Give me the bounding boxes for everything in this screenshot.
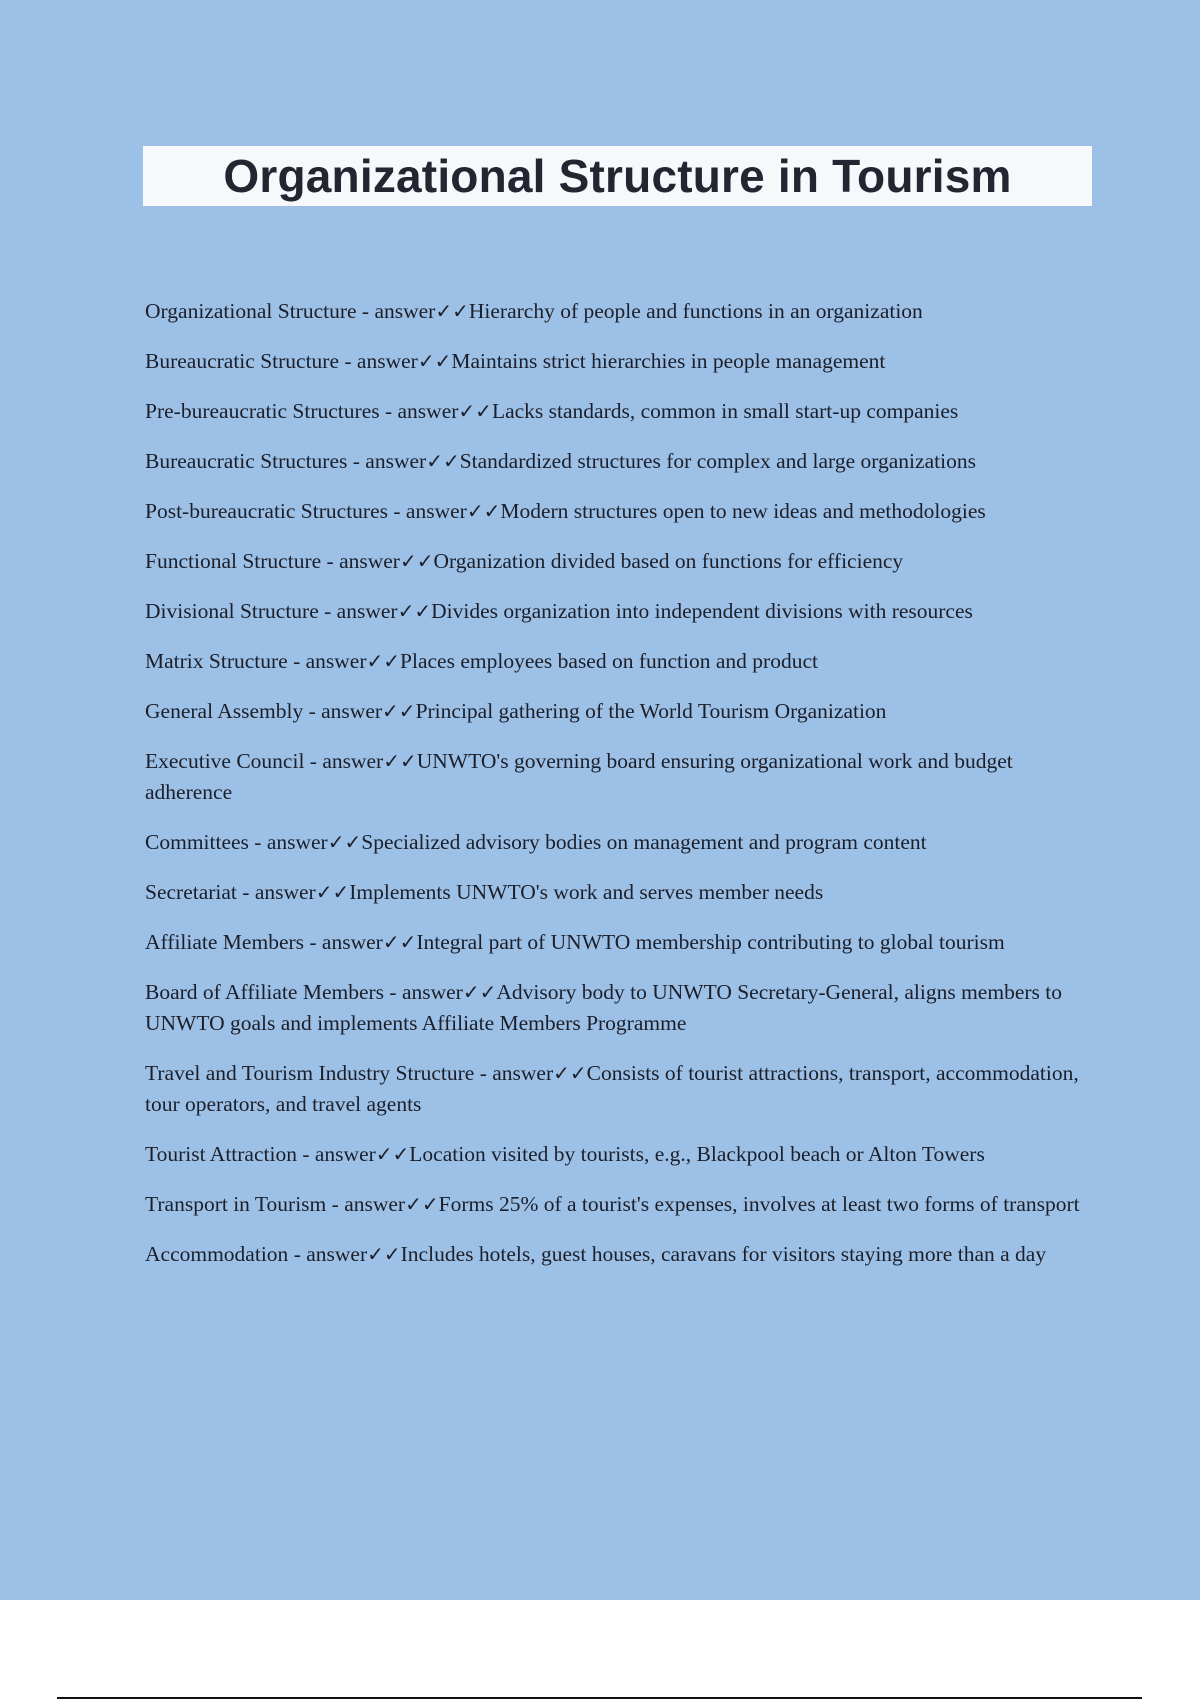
check-mark-icon: ✓✓ <box>553 1061 587 1085</box>
entry-term: Bureaucratic Structures <box>145 449 348 473</box>
flashcard-list <box>145 296 1085 1289</box>
flashcard-entry <box>145 977 1085 1039</box>
flashcard-entry <box>145 696 1085 727</box>
entry-separator: - answer <box>388 499 467 523</box>
entry-separator: - answer <box>347 449 427 473</box>
flashcard-entry <box>145 1189 1085 1220</box>
entry-definition: Places employees based on function and product <box>400 649 818 673</box>
entry-definition: Maintains strict hierarchies in people management <box>451 349 886 373</box>
check-mark-icon: ✓✓ <box>315 880 350 904</box>
flashcard-entry <box>145 746 1085 808</box>
check-mark-icon: ✓✓ <box>383 749 417 773</box>
entry-separator: - answer <box>474 1061 554 1085</box>
check-mark-icon: ✓✓ <box>327 830 362 854</box>
entry-term: Pre-bureaucratic Structures <box>145 399 380 423</box>
entry-term: Affiliate Members <box>145 930 305 954</box>
entry-separator: - answer <box>296 1142 376 1166</box>
entry-definition: UNWTO's governing board ensuring organizational work and budget adherence <box>145 749 1013 804</box>
check-mark-icon: ✓✓ <box>466 499 501 523</box>
entry-definition: Implements UNWTO's work and serves member needs <box>349 880 824 904</box>
entry-definition: Divides organization into independent divisions with resources <box>431 599 973 623</box>
title-banner <box>143 146 1092 206</box>
entry-definition: Advisory body to UNWTO Secretary-General, aligns members to UNWTO goals and implements Affiliate Members Programme <box>145 980 1062 1035</box>
check-mark-icon: ✓✓ <box>435 299 469 323</box>
entry-separator: - answer <box>304 749 384 773</box>
entry-separator: - answer <box>321 549 400 573</box>
entry-separator: - answer <box>236 880 316 904</box>
check-mark-icon: ✓✓ <box>458 399 492 423</box>
entry-definition: Integral part of UNWTO membership contributing to global tourism <box>416 930 1005 954</box>
entry-separator: - answer <box>339 349 418 373</box>
entry-separator: - answer <box>356 299 436 323</box>
check-mark-icon: ✓✓ <box>397 599 432 623</box>
entry-definition: Lacks standards, common in small start-up companies <box>491 399 959 423</box>
entry-separator: - answer <box>288 1242 368 1266</box>
entry-definition: Forms 25% of a tourist's expenses, involves at least two forms of transport <box>438 1192 1080 1216</box>
entry-term: Post-bureaucratic Structures <box>145 499 388 523</box>
entry-term: Divisional Structure <box>145 599 319 623</box>
flashcard-entry <box>145 596 1085 627</box>
entry-term: General Assembly <box>145 699 304 723</box>
entry-separator: - answer <box>303 699 383 723</box>
entry-term: Organizational Structure <box>145 299 357 323</box>
flashcard-entry <box>145 1239 1085 1270</box>
check-mark-icon: ✓✓ <box>399 549 434 573</box>
flashcard-entry <box>145 927 1085 958</box>
check-mark-icon: ✓✓ <box>462 980 497 1004</box>
entry-separator: - answer <box>326 1192 406 1216</box>
entry-definition: Consists of tourist attractions, transport, accommodation, tour operators, and travel agents <box>145 1061 1079 1116</box>
flashcard-entry <box>145 446 1085 477</box>
entry-term: Executive Council <box>145 749 305 773</box>
flashcard-entry <box>145 827 1085 858</box>
entry-term: Transport in Tourism <box>145 1192 327 1216</box>
entry-term: Travel and Tourism Industry Structure <box>145 1061 475 1085</box>
check-mark-icon: ✓✓ <box>375 1142 410 1166</box>
flashcard-entry <box>145 396 1085 427</box>
entry-term: Matrix Structure <box>145 649 288 673</box>
check-mark-icon: ✓✓ <box>382 930 417 954</box>
entry-definition: Hierarchy of people and functions in an organization <box>468 299 923 323</box>
entry-term: Accommodation <box>145 1242 289 1266</box>
entry-term: Tourist Attraction <box>145 1142 297 1166</box>
flashcard-entry <box>145 1139 1085 1170</box>
entry-term: Functional Structure <box>145 549 322 573</box>
footer-divider <box>57 1697 1142 1699</box>
entry-separator: - answer <box>379 399 459 423</box>
entry-term: Committees <box>145 830 249 854</box>
check-mark-icon: ✓✓ <box>417 349 452 373</box>
entry-separator: - answer <box>287 649 367 673</box>
flashcard-entry <box>145 496 1085 527</box>
page-title: Organizational Structure in Tourism <box>223 150 1012 202</box>
check-mark-icon: ✓✓ <box>367 1242 401 1266</box>
entry-separator: - answer <box>304 930 383 954</box>
entry-separator: - answer <box>318 599 398 623</box>
entry-term: Secretariat <box>145 880 237 904</box>
entry-definition: Organization divided based on functions for efficiency <box>433 549 904 573</box>
entry-definition: Modern structures open to new ideas and methodologies <box>500 499 986 523</box>
flashcard-entry <box>145 546 1085 577</box>
entry-definition: Location visited by tourists, e.g., Blackpool beach or Alton Towers <box>409 1142 985 1166</box>
entry-separator: - answer <box>248 830 328 854</box>
flashcard-entry <box>145 1058 1085 1120</box>
entry-term: Bureaucratic Structure <box>145 349 340 373</box>
entry-separator: - answer <box>384 980 463 1004</box>
entry-term: Board of Affiliate Members <box>145 980 385 1004</box>
flashcard-entry <box>145 296 1085 327</box>
check-mark-icon: ✓✓ <box>366 649 401 673</box>
flashcard-entry <box>145 646 1085 677</box>
flashcard-entry <box>145 346 1085 377</box>
entry-definition: Specialized advisory bodies on management and program content <box>361 830 927 854</box>
check-mark-icon: ✓✓ <box>426 449 460 473</box>
check-mark-icon: ✓✓ <box>405 1192 439 1216</box>
flashcard-entry <box>145 877 1085 908</box>
check-mark-icon: ✓✓ <box>382 699 416 723</box>
entry-definition: Standardized structures for complex and large organizations <box>459 449 976 473</box>
entry-definition: Principal gathering of the World Tourism Organization <box>415 699 887 723</box>
entry-definition: Includes hotels, guest houses, caravans for visitors staying more than a day <box>400 1242 1047 1266</box>
